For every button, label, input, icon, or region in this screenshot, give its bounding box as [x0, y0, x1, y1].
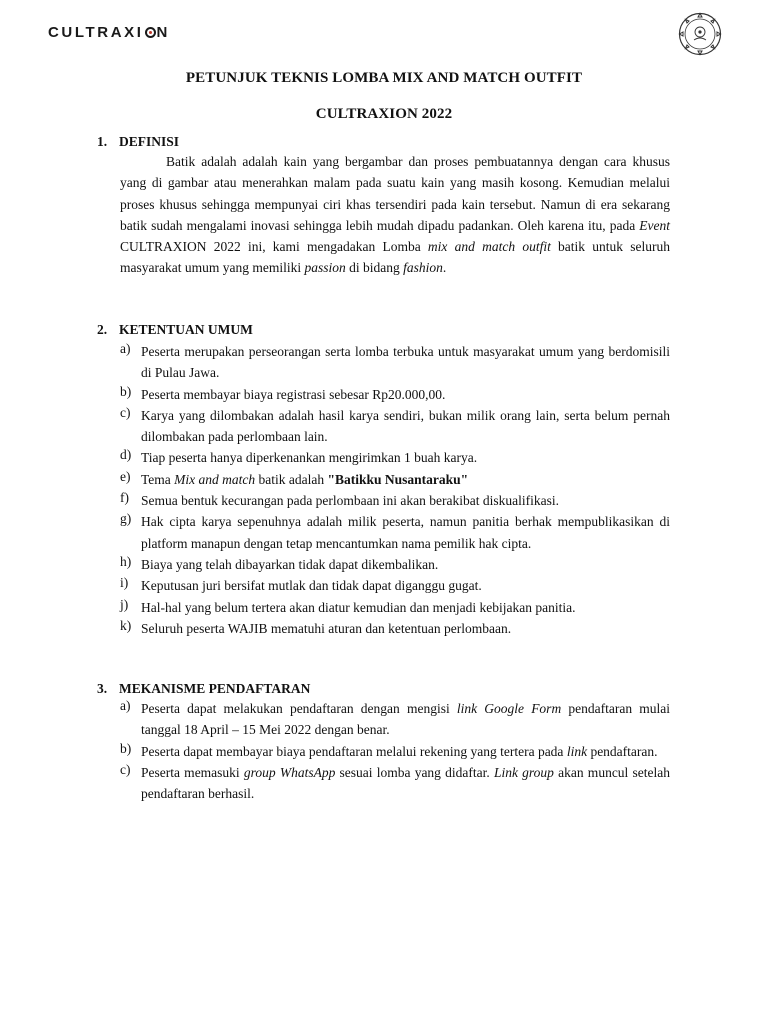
list-item-label: b): [120, 383, 132, 399]
theme-name: "Batikku Nusantaraku": [327, 471, 469, 487]
section-heading-definisi: [97, 134, 179, 150]
definition-paragraph: [120, 151, 670, 279]
text-run: Peserta memasuki: [141, 764, 244, 780]
list-item-label: c): [120, 761, 131, 777]
list-item-label: e): [120, 468, 131, 484]
logo-o-mark-icon: [145, 27, 156, 38]
list-item-label: g): [120, 511, 132, 527]
text-run: pendaftaran.: [587, 743, 658, 759]
list-item-label: a): [120, 341, 131, 356]
list-item-label: b): [120, 740, 132, 756]
list-item: [120, 490, 670, 511]
text-run: batik adalah: [255, 471, 328, 487]
list-item-text: Biaya yang telah dibayarkan tidak dapat dikembalikan.: [141, 556, 439, 572]
list-item: [120, 575, 670, 596]
list-item: [120, 405, 670, 448]
paragraph-text: di bidang: [345, 260, 404, 276]
text-run: pendaftaran mulai tanggal 18 April – 15 Mei 2022 dengan benar.: [141, 701, 670, 738]
logo-text-end: N: [156, 24, 170, 41]
text-emphasis: Link group: [493, 764, 554, 780]
section-title: MEKANISME PENDAFTARAN: [119, 681, 311, 696]
list-item-text: [141, 698, 670, 741]
paragraph-emphasis: fashion: [403, 260, 443, 276]
text-run: sesuai lomba yang didaftar.: [335, 764, 494, 780]
list-item-label: i): [120, 575, 129, 591]
list-item: [120, 618, 670, 639]
cultraxion-logo: [48, 24, 170, 41]
list-item-label: d): [120, 447, 132, 463]
text-emphasis: Mix and match: [174, 471, 256, 487]
list-item-text: Tiap peserta hanya diperkenankan mengirimkan 1 buah karya.: [141, 450, 478, 466]
pendaftaran-list: [120, 698, 670, 804]
paragraph-text: Batik adalah adalah kain yang bergambar dan proses pembuatannya dengan cara khusus yang di gambar atau menerahkan malam pada suatu kain yang masih kosong. Kemudian melalui proses khusus sehingga mempunyai ciri khas tersendiri pada kain tersebut. Namun di era sekarang batik sudah mengalami inovasi sehingga lebih mudah dipadu padankan. Oleh karena itu, pada: [120, 154, 670, 233]
list-item: [120, 469, 670, 490]
list-item-label: c): [120, 404, 131, 420]
section-number: 3.: [97, 681, 108, 696]
list-item-text: Seluruh peserta WAJIB mematuhi aturan dan ketentuan perlombaan.: [141, 620, 512, 636]
list-item-label: f): [120, 490, 129, 506]
list-item-label: h): [120, 553, 132, 569]
list-item-text: Semua bentuk kecurangan pada perlombaan ini akan berakibat diskualifikasi.: [141, 493, 559, 509]
list-item-text: Hal-hal yang belum tertera akan diatur kemudian dan menjadi kebijakan panitia.: [141, 599, 576, 615]
list-item-text: [141, 469, 670, 490]
text-run: Tema: [141, 471, 175, 487]
list-item-text: [141, 741, 670, 762]
document-title: PETUNJUK TEKNIS LOMBA MIX AND MATCH OUTFIT: [185, 70, 583, 86]
list-item: [120, 447, 670, 468]
list-item: [120, 341, 670, 384]
paragraph-text: CULTRAXION 2022 ini, kami mengadakan Lomba: [120, 239, 428, 255]
text-run: akan muncul setelah pendaftaran berhasil.: [141, 764, 670, 802]
section-number: 1.: [97, 134, 108, 149]
paragraph-text: batik untuk seluruh masyarakat umum yang memiliki: [120, 239, 670, 276]
list-item-text: Keputusan juri bersifat mutlak dan tidak dapat diganggu gugat.: [141, 578, 482, 594]
list-item-label: j): [120, 596, 129, 612]
section-number: 2.: [97, 322, 108, 337]
list-item: [120, 698, 670, 741]
text-emphasis: group WhatsApp: [243, 764, 336, 780]
list-item-text: Karya yang dilombakan adalah hasil karya sendiri, bukan milik orang lain, serta belum pernah dilombakan pada perlombaan lain.: [141, 407, 670, 445]
list-item-text: Peserta membayar biaya registrasi sebesar Rp20.000,00.: [141, 386, 446, 402]
list-item: [120, 762, 670, 805]
list-item: [120, 384, 670, 405]
section-title: KETENTUAN UMUM: [119, 322, 253, 337]
list-item: [120, 554, 670, 575]
list-item: [120, 511, 670, 554]
text-run: Peserta dapat melakukan pendaftaran dengan mengisi: [141, 701, 457, 716]
list-item-text: [141, 762, 670, 805]
section-title: DEFINISI: [119, 134, 180, 149]
list-item-label: k): [120, 617, 132, 633]
section-heading-mekanisme-pendaftaran: [97, 681, 310, 697]
document-subtitle: CULTRAXION 2022: [315, 106, 453, 122]
university-seal-icon: [678, 12, 722, 56]
text-emphasis: link: [566, 743, 588, 759]
ketentuan-list: [120, 341, 670, 639]
section-heading-ketentuan-umum: [97, 322, 253, 338]
paragraph-emphasis: passion: [304, 260, 346, 276]
paragraph-text: .: [442, 260, 447, 276]
list-item-text: Hak cipta karya sepenuhnya adalah milik peserta, namun panitia berhak mempublikasikan di platform manapun dengan tetap mencantumkan nama pemilik hak cipta.: [141, 514, 670, 551]
list-item: [120, 597, 670, 618]
paragraph-emphasis: mix and match outfit: [427, 239, 551, 255]
text-run: Peserta dapat membayar biaya pendaftaran melalui rekening yang tertera pada: [141, 743, 567, 759]
text-emphasis: link Google Form: [456, 701, 562, 716]
list-item-label: a): [120, 698, 131, 713]
list-item: [120, 741, 670, 762]
paragraph-emphasis: Event: [639, 217, 670, 233]
list-item-text: Peserta merupakan perseorangan serta lomba terbuka untuk masyarakat umum yang berdomisili di Pulau Jawa.: [141, 344, 670, 381]
logo-text-start: CULTRAXI: [48, 24, 144, 41]
